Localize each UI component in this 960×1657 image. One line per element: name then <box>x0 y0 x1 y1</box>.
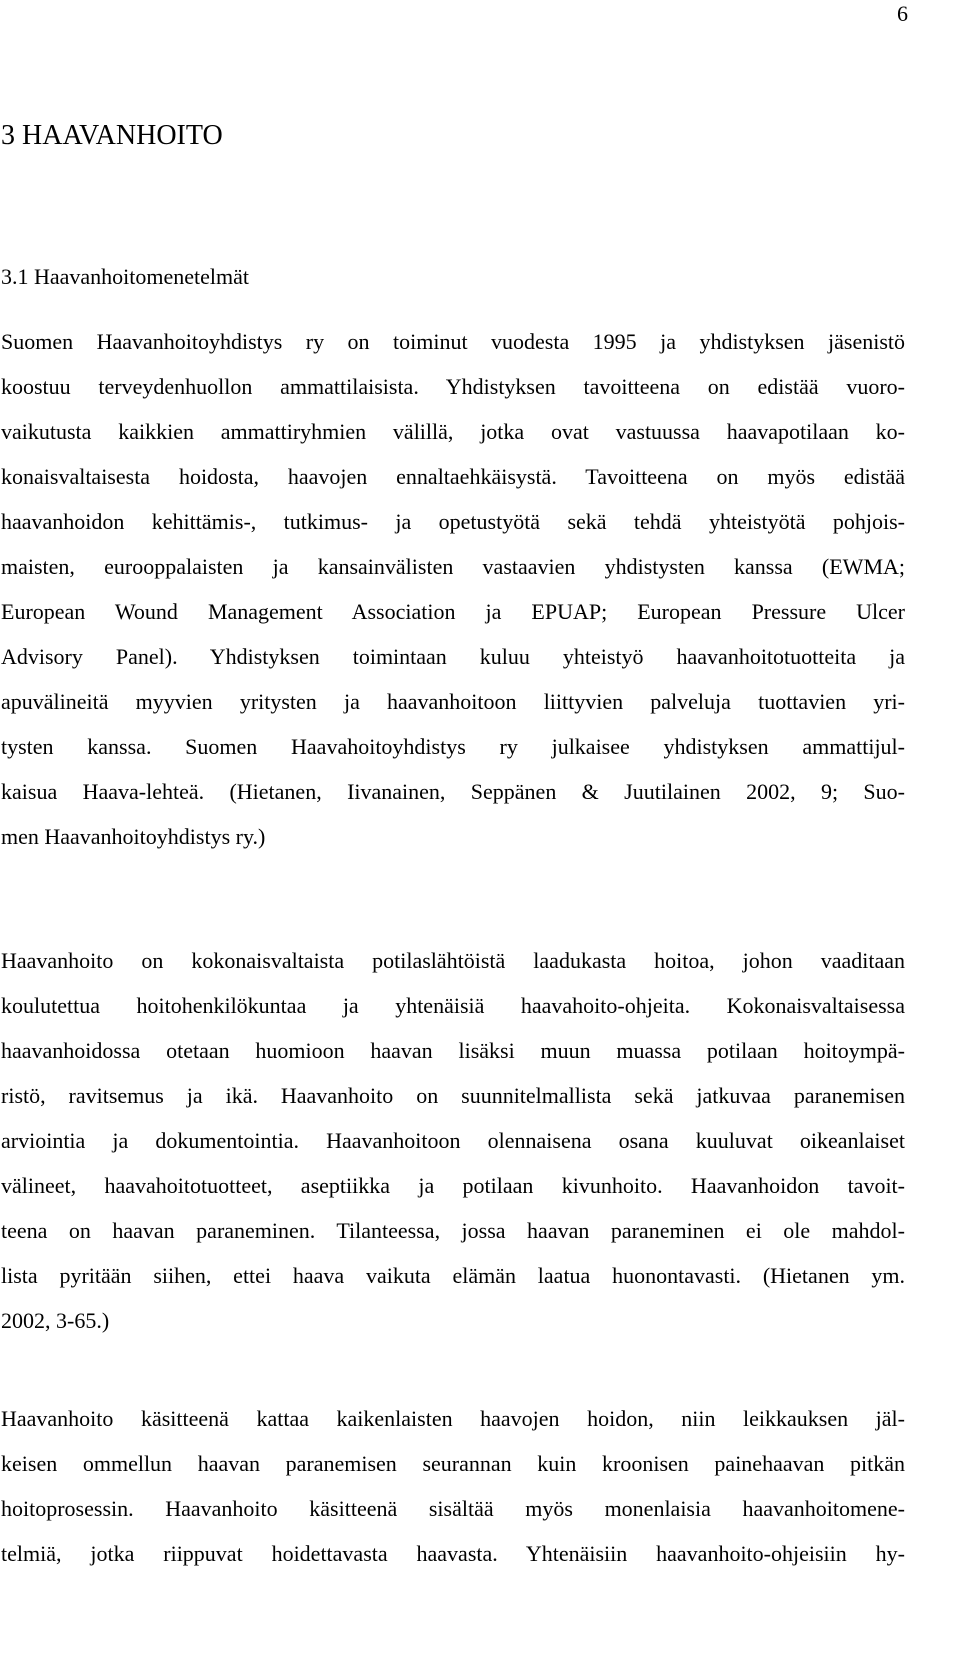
text-line: vaikutusta kaikkien ammattiryhmien välillä, jotka ovat vastuussa haavapotilaan ko- <box>1 419 905 444</box>
paragraph-2 <box>1 938 905 1343</box>
text-line: koostuu terveydenhuollon ammattilaisista. Yhdistyksen tavoitteena on edistää vuoro- <box>1 374 905 399</box>
text-line: haavanhoidon kehittämis-, tutkimus- ja opetustyötä sekä tehdä yhteistyötä pohjois- <box>1 509 905 534</box>
paragraph-1 <box>1 319 905 859</box>
paragraph-3 <box>1 1396 905 1576</box>
text-line: haavanhoidossa otetaan huomioon haavan lisäksi muun muassa potilaan hoitoympä- <box>1 1038 905 1063</box>
text-line: lista pyritään siihen, ettei haava vaikuta elämän laatua huonontavasti. (Hietanen ym. <box>1 1263 905 1288</box>
text-line: Haavanhoito on kokonaisvaltaista potilaslähtöistä laadukasta hoitoa, johon vaaditaan <box>1 948 905 973</box>
text-line: kaisua Haava-lehteä. (Hietanen, Iivanainen, Seppänen & Juutilainen 2002, 9; Suo- <box>1 779 905 804</box>
text-line: keisen ommellun haavan paranemisen seurannan kuin kroonisen painehaavan pitkän <box>1 1451 905 1476</box>
text-line: men Haavanhoitoyhdistys ry.) <box>1 824 266 849</box>
text-line: tysten kanssa. Suomen Haavahoitoyhdistys ry julkaisee yhdistyksen ammattijul- <box>1 734 905 759</box>
chapter-title: 3 HAAVANHOITO <box>1 120 223 151</box>
text-line: ristö, ravitsemus ja ikä. Haavanhoito on suunnitelmallista sekä jatkuvaa paranemisen <box>1 1083 905 1108</box>
text-line: konaisvaltaisesta hoidosta, haavojen ennaltaehkäisystä. Tavoitteena on myös edistää <box>1 464 905 489</box>
text-line: Suomen Haavanhoitoyhdistys ry on toiminut vuodesta 1995 ja yhdistyksen jäsenistö <box>1 329 905 354</box>
text-line: telmiä, jotka riippuvat hoidettavasta haavasta. Yhtenäisiin haavanhoito-ohjeisiin hy- <box>1 1541 905 1566</box>
text-line: hoitoprosessin. Haavanhoito käsitteenä sisältää myös monenlaisia haavanhoitomene- <box>1 1496 905 1521</box>
text-line: Haavanhoito käsitteenä kattaa kaikenlaisten haavojen hoidon, niin leikkauksen jäl- <box>1 1406 905 1431</box>
text-line: apuvälineitä myyvien yritysten ja haavanhoitoon liittyvien palveluja tuottavien yri- <box>1 689 905 714</box>
text-line: European Wound Management Association ja EPUAP; European Pressure Ulcer <box>1 599 905 624</box>
section-title: 3.1 Haavanhoitomenetelmät <box>1 264 250 289</box>
text-line: välineet, haavahoitotuotteet, aseptiikka ja potilaan kivunhoito. Haavanhoidon tavoit- <box>1 1173 905 1198</box>
text-line: maisten, eurooppalaisten ja kansainvälisten vastaavien yhdistysten kanssa (EWMA; <box>1 554 905 579</box>
text-line: teena on haavan paraneminen. Tilanteessa, jossa haavan paraneminen ei ole mahdol- <box>1 1218 905 1243</box>
text-line: koulutettua hoitohenkilökuntaa ja yhtenäisiä haavahoito-ohjeita. Kokonaisvaltaisessa <box>1 993 905 1018</box>
text-line: arviointia ja dokumentointia. Haavanhoitoon olennaisena osana kuuluvat oikeanlaiset <box>1 1128 905 1153</box>
text-line: 2002, 3-65.) <box>1 1308 110 1333</box>
text-line: Advisory Panel). Yhdistyksen toimintaan kuluu yhteistyö haavanhoitotuotteita ja <box>1 644 905 669</box>
page-number: 6 <box>897 1 908 26</box>
